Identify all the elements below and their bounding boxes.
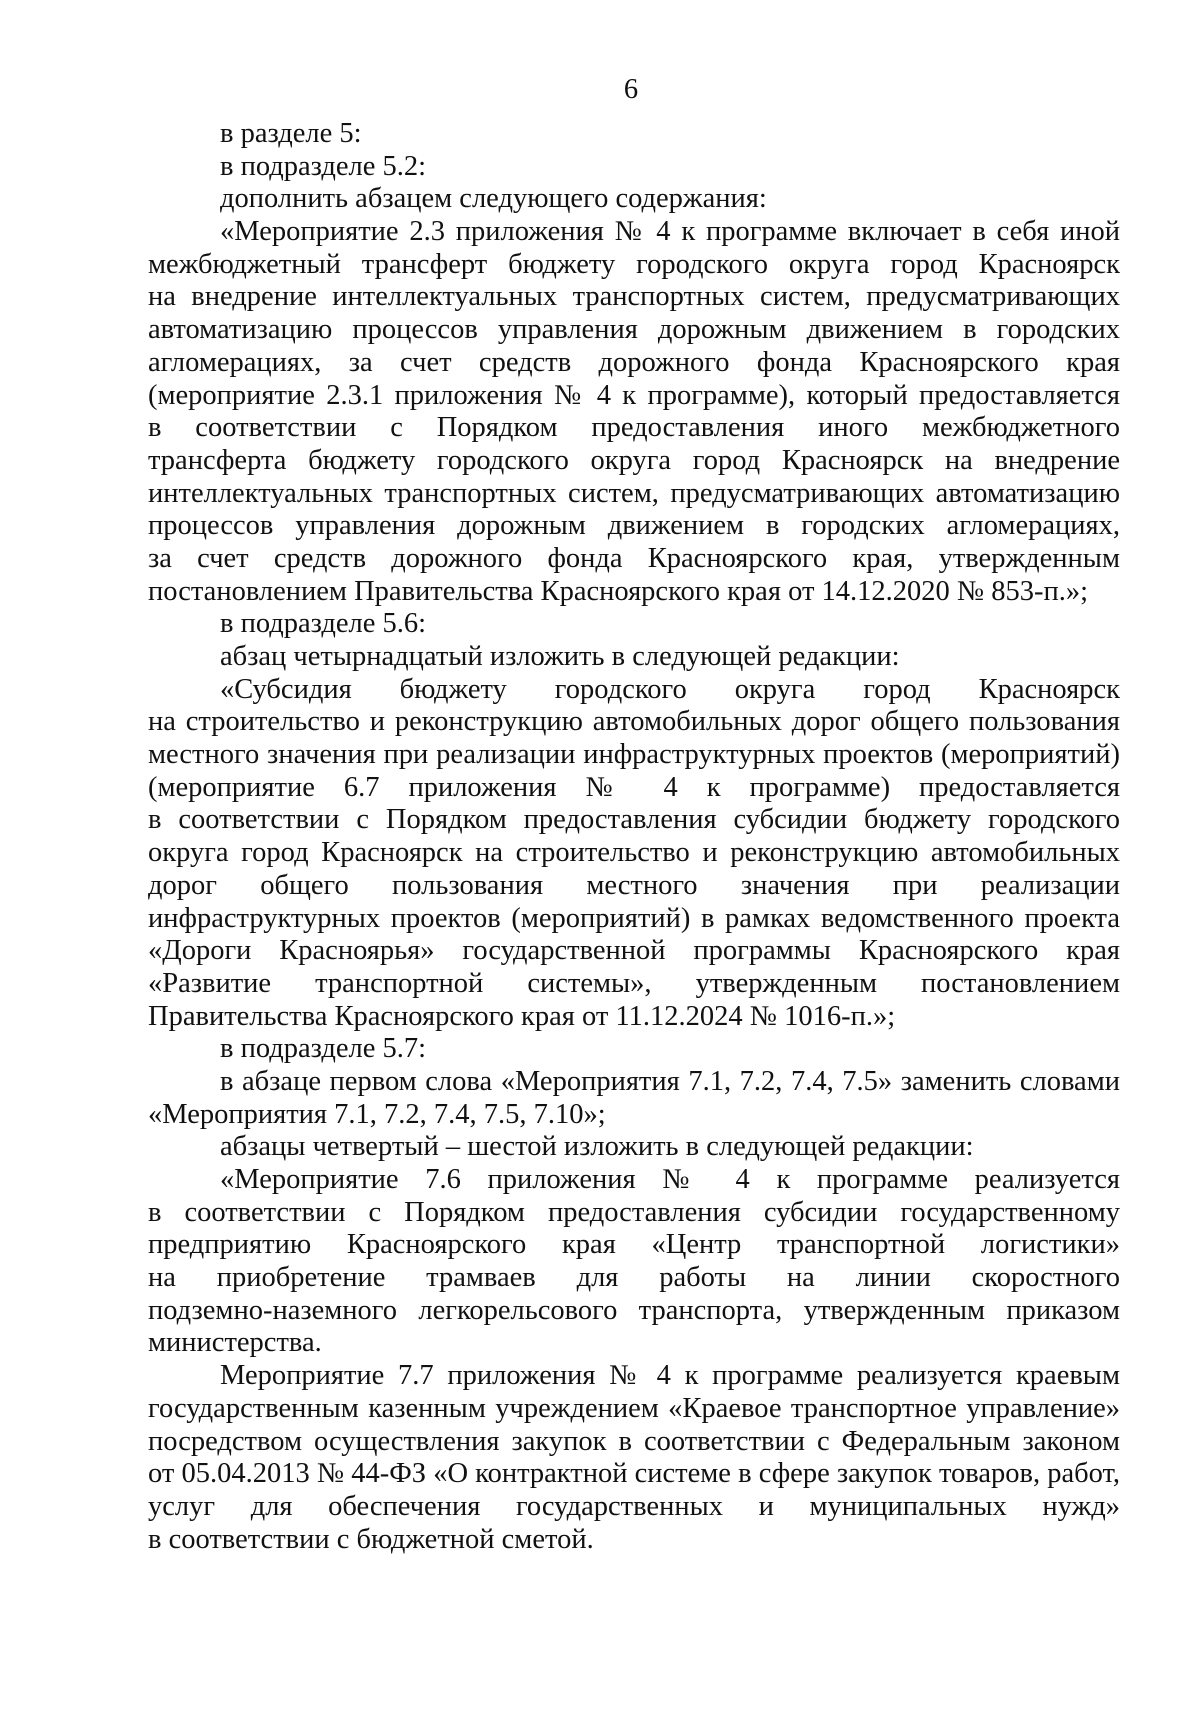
text-line: местного значения при реализации инфраструктурных проектов (мероприятий) — [148, 739, 1120, 771]
text-line: на строительство и реконструкцию автомобильных дорог общего пользования — [148, 706, 1120, 738]
text-line: на внедрение интеллектуальных транспортных систем, предусматривающих — [148, 281, 1120, 313]
text-line: от 05.04.2013 № 44-ФЗ «О контрактной системе в сфере закупок товаров, работ, — [148, 1458, 1120, 1490]
document-body — [148, 118, 1120, 1556]
text-line: министерства. — [148, 1327, 322, 1359]
text-line: автоматизацию процессов управления дорожным движением в городских — [148, 314, 1120, 346]
text-line: в подразделе 5.6: — [220, 608, 427, 640]
text-line: (мероприятие 2.3.1 приложения № 4 к программе), который предоставляется — [148, 379, 1120, 411]
text-line: инфраструктурных проектов (мероприятий) в рамках ведомственного проекта — [148, 902, 1120, 934]
text-line: трансферта бюджету городского округа город Красноярск на внедрение — [148, 444, 1120, 476]
text-line: интеллектуальных транспортных систем, предусматривающих автоматизацию — [148, 477, 1120, 509]
text-line: подземно-наземного легкорельсового транспорта, утвержденным приказом — [148, 1294, 1120, 1326]
text-line: государственным казенным учреждением «Краевое транспортное управление» — [148, 1392, 1120, 1424]
text-line: дополнить абзацем следующего содержания: — [220, 183, 767, 215]
text-line: процессов управления дорожным движением в городских агломерациях, — [148, 510, 1120, 542]
text-line: постановлением Правительства Красноярского края от 14.12.2020 № 853-п.»; — [148, 575, 1088, 607]
text-line: в абзаце первом слова «Мероприятия 7.1, 7.2, 7.4, 7.5» заменить словами — [220, 1065, 1120, 1097]
text-line: в подразделе 5.2: — [220, 150, 427, 182]
text-line: предприятию Красноярского края «Центр транспортной логистики» — [148, 1229, 1120, 1261]
text-line: в соответствии с Порядком предоставления субсидии бюджету городского — [148, 804, 1120, 836]
text-line: Правительства Красноярского края от 11.12.2024 № 1016-п.»; — [148, 1000, 896, 1032]
text-line: округа город Красноярск на строительство и реконструкцию автомобильных — [148, 837, 1120, 869]
text-line: «Развитие транспортной системы», утвержденным постановлением — [148, 967, 1120, 999]
text-line: в соответствии с Порядком предоставления субсидии государственному — [148, 1196, 1120, 1228]
text-line: «Субсидия бюджету городского округа город Красноярск — [220, 673, 1120, 705]
text-line: в соответствии с бюджетной сметой. — [148, 1523, 594, 1555]
page-number: 6 — [623, 74, 639, 105]
text-line: агломерациях, за счет средств дорожного фонда Красноярского края — [148, 346, 1120, 378]
text-line: «Мероприятия 7.1, 7.2, 7.4, 7.5, 7.10»; — [148, 1098, 606, 1130]
text-line: на приобретение трамваев для работы на линии скоростного — [148, 1262, 1120, 1294]
text-line: «Дороги Красноярья» государственной программы Красноярского края — [148, 935, 1120, 967]
text-line: посредством осуществления закупок в соответствии с Федеральным законом — [148, 1425, 1120, 1457]
text-line: абзацы четвертый – шестой изложить в следующей редакции: — [220, 1131, 974, 1163]
text-line: Мероприятие 7.7 приложения № 4 к программе реализуется краевым — [220, 1360, 1120, 1392]
text-line: (мероприятие 6.7 приложения № 4 к программе) предоставляется — [148, 771, 1120, 803]
text-line: в соответствии с Порядком предоставления иного межбюджетного — [148, 412, 1120, 444]
text-line: «Мероприятие 2.3 приложения № 4 к программе включает в себя иной — [220, 216, 1120, 248]
text-line: дорог общего пользования местного значения при реализации — [148, 869, 1120, 901]
text-line: межбюджетный трансферт бюджету городского округа город Красноярск — [148, 248, 1120, 280]
text-line: услуг для обеспечения государственных и муниципальных нужд» — [148, 1490, 1120, 1522]
text-line: «Мероприятие 7.6 приложения № 4 к программе реализуется — [220, 1164, 1120, 1195]
text-line: в подразделе 5.7: — [220, 1033, 427, 1065]
text-line: абзац четырнадцатый изложить в следующей редакции: — [220, 641, 900, 672]
text-line: за счет средств дорожного фонда Красноярского края, утвержденным — [148, 542, 1120, 574]
text-line: в разделе 5: — [220, 118, 362, 149]
